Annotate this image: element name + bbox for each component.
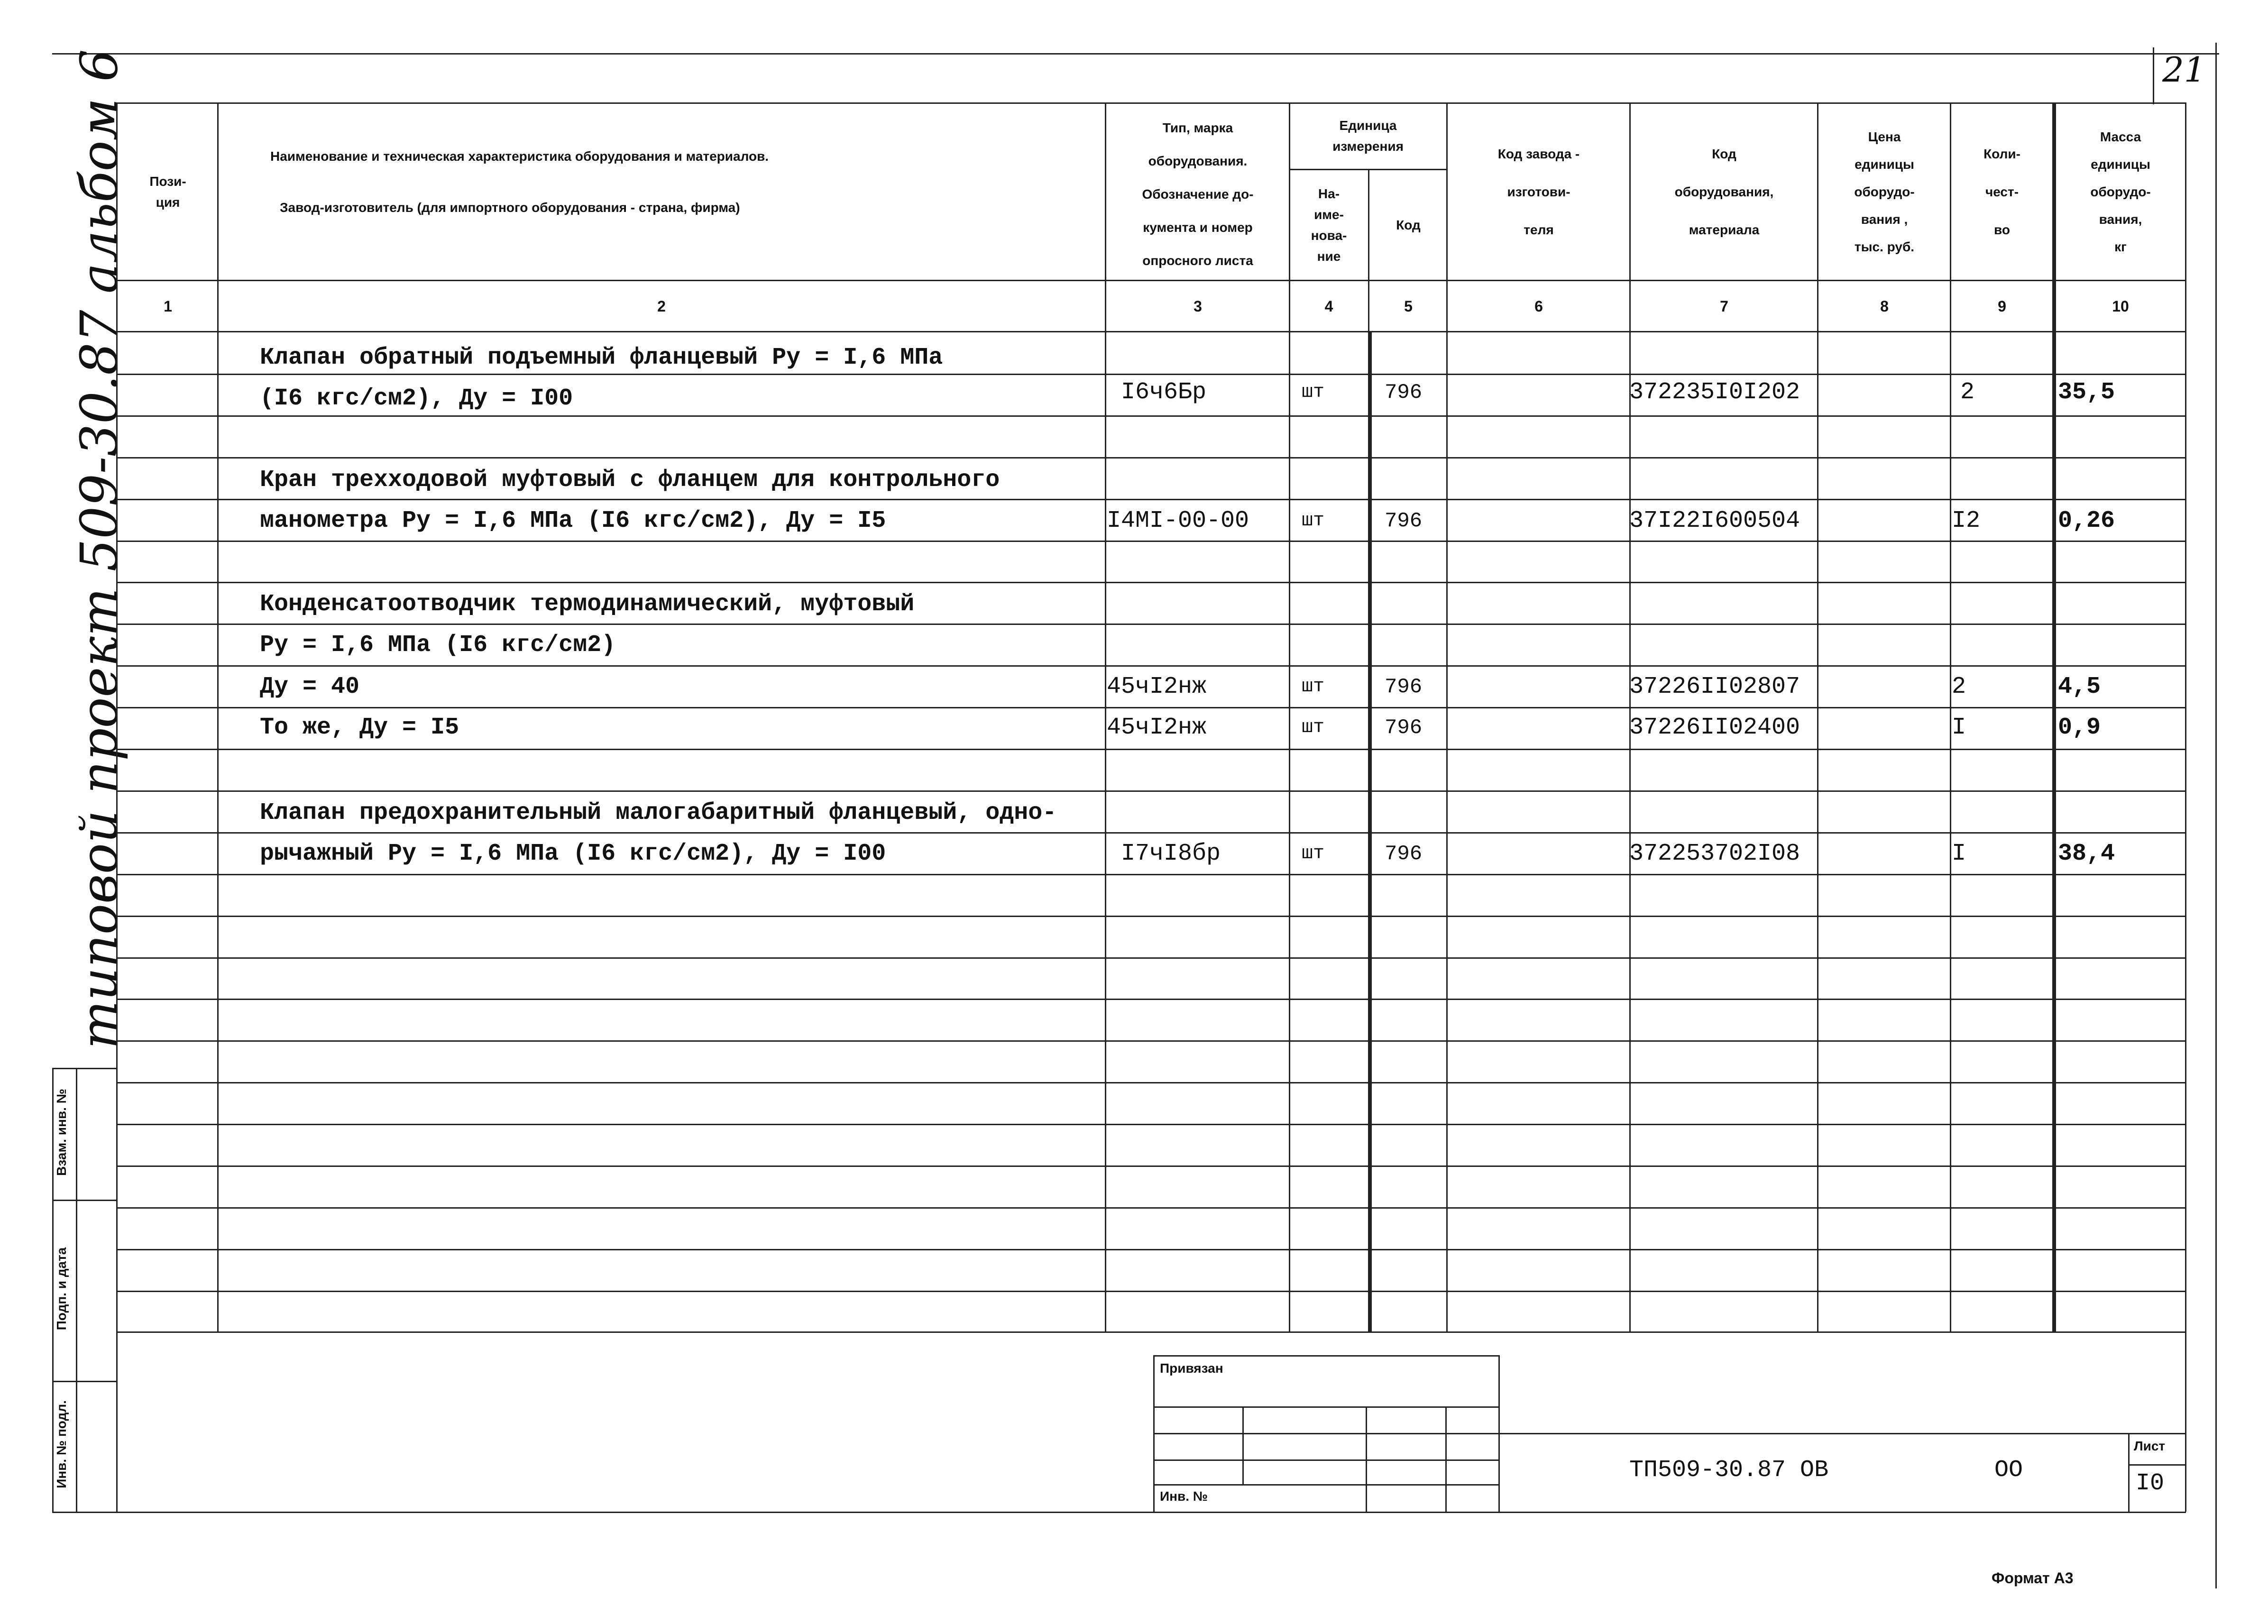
tb-privyazan-label: Привязан — [1160, 1361, 1223, 1376]
tb-sheet-split — [2128, 1464, 2185, 1466]
row-10-name: То же, Ду = I5 — [260, 714, 459, 741]
row-line-19 — [116, 1124, 2186, 1125]
table-right-border — [2185, 102, 2186, 1512]
row-2-unit: шт — [1302, 382, 1325, 403]
row-2-code: 796 — [1385, 381, 1423, 404]
page-number-box-left — [2153, 47, 2154, 104]
row-10-unit: шт — [1302, 717, 1325, 738]
row-2-quantity: 2 — [1960, 379, 1975, 406]
stamp-inv-original: Инв. № подл. — [54, 1400, 69, 1488]
col-sep-2 — [1105, 102, 1106, 1331]
row-7-name: Конденсатоотводчик термодинамический, муфтовый — [260, 591, 915, 618]
page-number-handwritten: 21 — [2162, 50, 2206, 90]
row-5-unit: шт — [1302, 510, 1325, 532]
row-line-15 — [116, 957, 2186, 959]
tb-sheet-number: I0 — [2136, 1470, 2165, 1497]
row-line-18 — [116, 1082, 2186, 1083]
row-line-22 — [116, 1249, 2186, 1250]
row-13-code: 796 — [1385, 842, 1423, 866]
row-13-mass: 38,4 — [2058, 840, 2115, 867]
colnum-7: 7 — [1720, 297, 1728, 315]
row-2-mass: 35,5 — [2058, 379, 2115, 406]
tb-designation: ТП509-30.87 ОВ — [1629, 1457, 1829, 1484]
tb-sep-b — [1366, 1406, 1367, 1512]
header-name-line2: Завод-изготовитель (для импортного оборудования - страна, фирма) — [280, 200, 740, 215]
row-13-unit: шт — [1302, 843, 1325, 864]
header-position: Пози- ция — [149, 174, 186, 210]
colnum-bottom-border — [116, 331, 2186, 332]
top-frame-line — [52, 53, 2219, 55]
tb-left-border — [1153, 1355, 1155, 1512]
tb-sep-a — [1242, 1406, 1244, 1484]
col-sep-7 — [1817, 102, 1818, 1331]
row-line-3 — [116, 457, 2186, 459]
row-12-name: Клапан предохранительный малогабаритный фланцевый, одно- — [260, 799, 1057, 826]
row-9-type: 45чI2нж — [1107, 673, 1207, 700]
header-type: Тип, марка оборудования. Обозначение до- кумента и номер опросного листа — [1142, 120, 1254, 268]
tb-line-1 — [1153, 1406, 1499, 1408]
row-2-name: (I6 кгс/см2), Ду = I00 — [260, 385, 573, 412]
tb-privyazan-top — [1153, 1355, 1499, 1357]
tb-line-2b — [1498, 1433, 2185, 1434]
col-sep-9 — [2052, 102, 2056, 1331]
tb-line-3 — [1153, 1459, 1499, 1461]
col-sep-4-thick — [1368, 332, 1372, 1331]
header-manufacturer-code: Код завода - изготови- теля — [1497, 147, 1580, 237]
format-label: Формат А3 — [1992, 1569, 2074, 1587]
row-10-quantity: I — [1952, 714, 1966, 741]
stamp-outer-left — [52, 1068, 54, 1512]
row-line-14 — [116, 916, 2186, 917]
row-9-quantity: 2 — [1952, 673, 1966, 700]
header-unit-code: Код — [1396, 218, 1421, 232]
row-5-type: I4МI-00-00 — [1107, 507, 1249, 534]
row-5-mass: 0,26 — [2058, 507, 2115, 534]
row-4-name: Кран трехходовой муфтовый с фланцем для контрольного — [260, 467, 1000, 494]
row-13-type: I7чI8бр — [1121, 840, 1221, 867]
row-10-equipment-code: 37226II02400 — [1629, 714, 1800, 741]
row-1-name: Клапан обратный подъемный фланцевый Ру = I,6 МПа — [260, 344, 943, 371]
row-line-10 — [116, 749, 2186, 750]
header-unit: Единица измерения — [1332, 118, 1404, 154]
row-2-equipment-code: 372235I0I202 — [1629, 379, 1800, 406]
row-10-type: 45чI2нж — [1107, 714, 1207, 741]
tb-inv-no-label: Инв. № — [1160, 1489, 1208, 1504]
tb-line-2 — [1153, 1433, 1499, 1434]
row-9-equipment-code: 37226II02807 — [1629, 673, 1800, 700]
row-5-name: манометра Ру = I,6 МПа (I6 кгс/см2), Ду = I5 — [260, 507, 886, 534]
row-line-17 — [116, 1040, 2186, 1042]
row-5-quantity: I2 — [1952, 507, 1981, 534]
colnum-5: 5 — [1404, 297, 1413, 315]
tb-sheet-sep — [2128, 1433, 2130, 1512]
colnum-8: 8 — [1880, 297, 1889, 315]
stamp-replace-inv: Взам. инв. № — [54, 1089, 69, 1176]
frame-bottom-border — [52, 1512, 2186, 1513]
row-13-equipment-code: 372253702I08 — [1629, 840, 1800, 867]
right-frame-line — [2215, 43, 2217, 1588]
table-top-border — [116, 102, 2186, 104]
row-line-11 — [116, 790, 2186, 792]
row-10-mass: 0,9 — [2058, 714, 2101, 741]
row-line-6 — [116, 582, 2186, 583]
row-10-code: 796 — [1385, 716, 1423, 740]
colnum-4: 4 — [1324, 297, 1333, 315]
colnum-9: 9 — [1998, 297, 2006, 315]
tb-sep-c — [1445, 1406, 1447, 1512]
colnum-10: 10 — [2112, 297, 2129, 315]
row-13-name: рычажный Ру = I,6 МПа (I6 кгс/см2), Ду = I00 — [260, 840, 886, 867]
tb-code-mark: ОО — [1994, 1457, 2023, 1484]
header-mass: Масса единицы оборудо- вания, кг — [2090, 129, 2151, 254]
unit-header-split — [1289, 169, 1446, 170]
header-unit-name: На- име- нова- ние — [1311, 186, 1347, 264]
header-equipment-code: Код оборудования, материала — [1674, 147, 1774, 237]
row-5-equipment-code: 37I22I600504 — [1629, 507, 1800, 534]
header-price: Цена единицы оборудо- вания , тыс. руб. — [1854, 129, 1915, 254]
table-bottom-border — [116, 1331, 2186, 1333]
row-5-code: 796 — [1385, 509, 1423, 533]
colnum-1: 1 — [164, 297, 172, 315]
header-name-line1: Наименование и техническая характеристика оборудования и материалов. — [270, 149, 769, 164]
row-line-21 — [116, 1207, 2186, 1209]
row-2-type: I6ч6Бр — [1121, 379, 1207, 406]
col-sep-5 — [1446, 102, 1448, 1331]
row-line-23 — [116, 1291, 2186, 1292]
stamp-inner-line — [76, 1068, 77, 1512]
colnum-2: 2 — [657, 297, 666, 315]
row-8-name: Ру = I,6 МПа (I6 кгс/см2) — [260, 632, 616, 659]
colnum-3: 3 — [1194, 297, 1202, 315]
row-line-20 — [116, 1165, 2186, 1167]
col-sep-8 — [1950, 102, 1951, 1331]
row-9-code: 796 — [1385, 675, 1423, 699]
row-13-quantity: I — [1952, 840, 1966, 867]
row-9-mass: 4,5 — [2058, 673, 2101, 700]
table-left-border — [116, 102, 118, 1512]
header-bottom-border — [116, 280, 2186, 281]
row-9-unit: шт — [1302, 676, 1325, 697]
tb-sheet-label: Лист — [2134, 1439, 2166, 1453]
colnum-6: 6 — [1534, 297, 1543, 315]
tb-line-4 — [1153, 1484, 1499, 1486]
row-9-name: Ду = 40 — [260, 673, 360, 700]
header-quantity: Коли- чест- во — [1983, 147, 2020, 237]
stamp-sign-date: Подп. и дата — [54, 1247, 69, 1330]
tb-right-border — [1498, 1355, 1500, 1512]
side-handwritten-title: типовой проект 509-30.87 альбом 6 — [70, 49, 129, 1049]
row-line-16 — [116, 999, 2186, 1000]
